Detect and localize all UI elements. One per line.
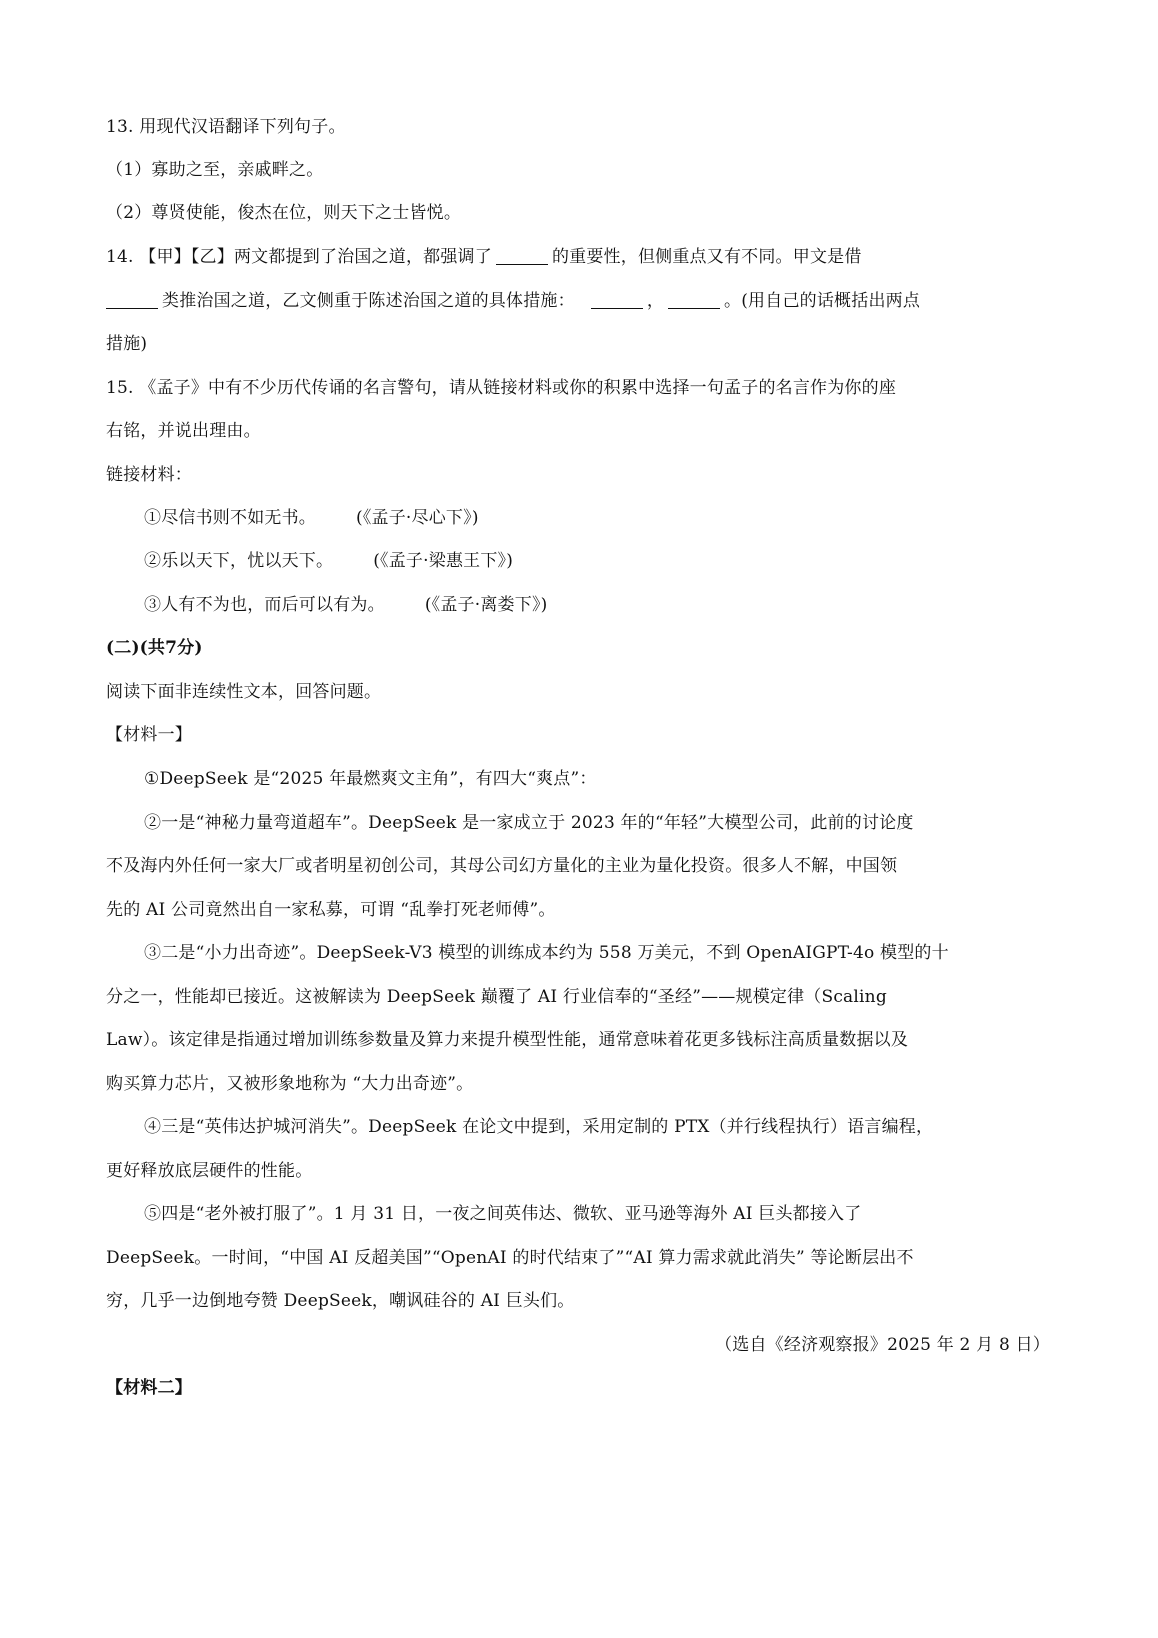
- material-1-paragraph-5-line-1: ⑤四是“老外被打服了”。1 月 31 日，一夜之间英伟达、微软、亚马逊等海外 AI 巨头都接入了: [144, 1204, 862, 1224]
- material-1-paragraph-1: ①DeepSeek 是“2025 年最燃爽文主角”，有四大“爽点”：: [144, 769, 597, 789]
- material-1-paragraph-4-line-2: 更好释放底层硬件的性能。: [106, 1161, 313, 1181]
- quote-1: [144, 503, 479, 528]
- question-14-text-a: 14. 【甲】【乙】两文都提到了治国之道，都强调了: [106, 247, 492, 267]
- material-1-paragraph-4-line-1: ④三是“英伟达护城河消失”。DeepSeek 在论文中提到，采用定制的 PTX（并行线程执行）语言编程，: [144, 1117, 934, 1137]
- question-13-sentence-1: （1）寡助之至，亲戚畔之。: [106, 160, 324, 180]
- answer-blank-4[interactable]: [668, 291, 720, 309]
- question-14-text-b: 的重要性，但侧重点又有不同。甲文是借: [551, 247, 862, 267]
- answer-blank-3[interactable]: [591, 291, 643, 309]
- question-13-sentence-2: （2）尊贤使能，俊杰在位，则天下之士皆悦。: [106, 203, 462, 223]
- material-1-paragraph-3-line-4: 购买算力芯片，又被形象地称为 “大力出奇迹”。: [106, 1074, 474, 1094]
- quote-source: (《孟子·梁惠王下》): [373, 551, 514, 571]
- material-1-paragraph-3-line-2: 分之一，性能却已接近。这被解读为 DeepSeek 巅覆了 AI 行业信奉的“圣经”——规模定律（Scaling: [106, 987, 887, 1007]
- material-1-source: （选自《经济观察报》2025 年 2 月 8 日）: [715, 1335, 1050, 1355]
- material-1-paragraph-2-line-3: 先的 AI 公司竟然出自一家私募，可谓 “乱拳打死老师傅”。: [106, 900, 556, 920]
- quote-source: (《孟子·离娄下》): [424, 595, 548, 615]
- question-14-line-1: [106, 242, 862, 267]
- link-material-label: 链接材料：: [106, 465, 192, 485]
- material-1-paragraph-2-line-1: ②一是“神秘力量弯道超车”。DeepSeek 是一家成立于 2023 年的“年轻”大模型公司，此前的讨论度: [144, 813, 914, 833]
- section-2-instruction: 阅读下面非连续性文本，回答问题。: [106, 682, 382, 702]
- material-2-label: 【材料二】: [106, 1378, 192, 1398]
- question-15-line-1: 15. 《孟子》中有不少历代传诵的名言警句，请从链接材料或你的积累中选择一句孟子的名言作为你的座: [106, 378, 897, 398]
- answer-blank-1[interactable]: [496, 247, 548, 265]
- material-1-label: 【材料一】: [106, 725, 192, 745]
- question-14-line-3: 措施): [106, 334, 148, 354]
- question-13-title: 13. 用现代汉语翻译下列句子。: [106, 117, 346, 137]
- question-14-text-d: ，: [646, 291, 665, 311]
- material-1-paragraph-2-line-2: 不及海内外任何一家大厂或者明星初创公司，其母公司幻方量化的主业为量化投资。很多人不解，中国领: [106, 856, 898, 876]
- answer-blank-2[interactable]: [106, 291, 158, 309]
- section-2-heading: (二)(共7分): [106, 638, 203, 658]
- question-14-text-e: 。(用自己的话概括出两点: [724, 291, 921, 311]
- material-1-paragraph-5-line-2: DeepSeek。一时间，“中国 AI 反超美国”“OpenAI 的时代结束了”“AI 算力需求就此消失” 等论断层出不: [106, 1248, 914, 1268]
- question-14-line-2: [106, 286, 920, 311]
- question-15-line-2: 右铭，并说出理由。: [106, 421, 261, 441]
- quote-text: ③人有不为也，而后可以有为。: [144, 595, 385, 615]
- quote-3: [144, 590, 547, 615]
- quote-2: [144, 546, 513, 571]
- question-14-text-c: 类推治国之道，乙文侧重于陈述治国之道的具体措施：: [162, 291, 575, 311]
- material-1-paragraph-3-line-3: Law）。该定律是指通过增加训练参数量及算力来提升模型性能，通常意味着花更多钱标注高质量数据以及: [106, 1030, 909, 1050]
- quote-source: (《孟子·尽心下》): [356, 508, 479, 528]
- quote-text: ②乐以天下，忧以天下。: [144, 551, 334, 571]
- material-1-paragraph-3-line-1: ③二是“小力出奇迹”。DeepSeek-V3 模型的训练成本约为 558 万美元，不到 OpenAIGPT-4o 模型的十: [144, 943, 949, 963]
- material-1-paragraph-5-line-3: 穷，几乎一边倒地夸赞 DeepSeek，嘲讽硅谷的 AI 巨头们。: [106, 1291, 575, 1311]
- quote-text: ①尽信书则不如无书。: [144, 508, 316, 528]
